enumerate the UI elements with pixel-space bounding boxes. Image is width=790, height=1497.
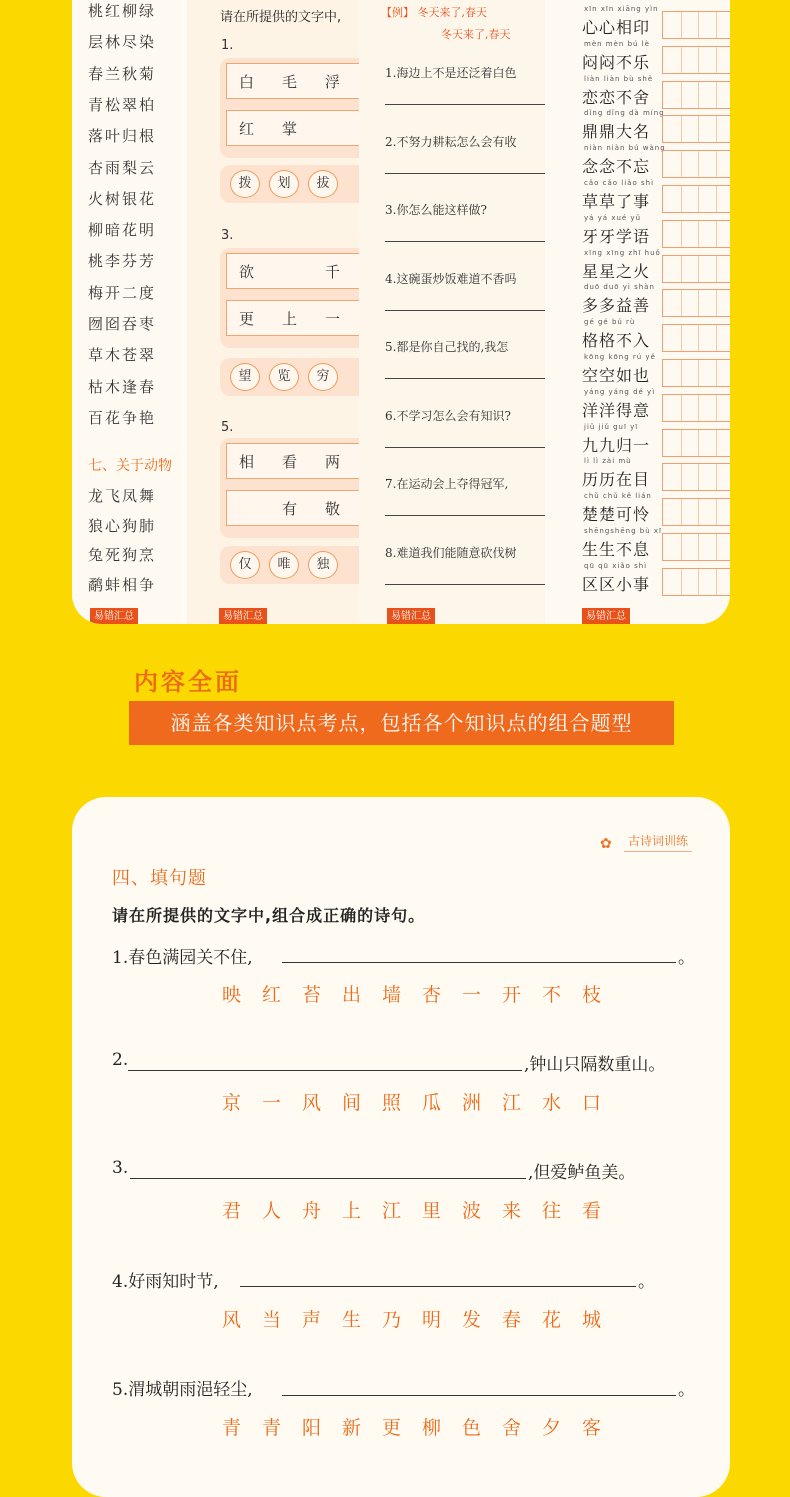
pinyin-text: niàn niàn bú wàng bbox=[584, 144, 666, 153]
sentence-rewrite-page bbox=[359, 0, 545, 624]
puzzle-line: 相 看 两 bbox=[226, 443, 362, 479]
answer-line[interactable] bbox=[385, 104, 545, 105]
choice-character[interactable]: 红 bbox=[262, 984, 282, 1006]
pinyin-idiom-row bbox=[576, 353, 730, 389]
choice-character[interactable]: 苔 bbox=[302, 984, 322, 1006]
answer-blank[interactable] bbox=[282, 1395, 676, 1396]
choice-character[interactable]: 明 bbox=[422, 1309, 442, 1331]
choice-character[interactable]: 一 bbox=[462, 984, 482, 1006]
rewrite-question: 4.这碗蛋炒饭难道不香吗 bbox=[385, 271, 517, 286]
writing-grid[interactable] bbox=[662, 359, 730, 387]
choice-circles bbox=[220, 358, 362, 396]
section-heading: 七、关于动物 bbox=[88, 458, 172, 474]
writing-grid[interactable] bbox=[662, 394, 730, 422]
idiom-entry: 梅开二度 bbox=[88, 283, 157, 302]
choice-circles bbox=[220, 165, 362, 203]
writing-grid[interactable] bbox=[662, 533, 730, 561]
answer-blank[interactable] bbox=[130, 1178, 526, 1179]
page-instruction: 请在所提供的文字中, bbox=[220, 10, 342, 25]
choice-character[interactable]: 口 bbox=[582, 1092, 602, 1114]
choice-character[interactable]: 城 bbox=[582, 1309, 602, 1331]
section-heading: 四、填句题 bbox=[112, 868, 207, 889]
puzzle-box bbox=[220, 58, 362, 158]
choice-character[interactable]: 照 bbox=[382, 1092, 402, 1114]
answer-line[interactable] bbox=[385, 378, 545, 379]
puzzle-box bbox=[220, 248, 362, 348]
idiom-text: 恋恋不舍 bbox=[582, 87, 651, 107]
poem-line-prefix: 1.春色满园关不住, bbox=[112, 948, 253, 968]
pinyin-text: chǔ chǔ kě lián bbox=[584, 492, 652, 501]
idiom-text: 鼎鼎大名 bbox=[582, 122, 651, 142]
idiom-entry: 杏雨梨云 bbox=[88, 158, 157, 177]
pinyin-text: duō duō yì shàn bbox=[584, 283, 655, 292]
rewrite-question: 3.你怎么能这样做? bbox=[385, 203, 487, 217]
idiom-text: 洋洋得意 bbox=[582, 400, 651, 420]
choice-character[interactable]: 春 bbox=[502, 1309, 522, 1331]
pinyin-text: cǎo cǎo liǎo shì bbox=[584, 179, 655, 187]
writing-grid[interactable] bbox=[662, 115, 730, 143]
puzzle-line: 更 上 一 bbox=[226, 300, 362, 336]
pinyin-text: jiǔ jiǔ guī yī bbox=[584, 422, 639, 431]
poem-line-suffix: 。 bbox=[678, 1380, 695, 1400]
choice-character[interactable]: 上 bbox=[342, 1200, 362, 1222]
puzzle-line: 白 毛 浮 bbox=[226, 63, 362, 99]
choice-character[interactable]: 杏 bbox=[422, 984, 442, 1006]
choice-character[interactable]: 来 bbox=[502, 1200, 522, 1222]
choice-circle[interactable]: 穷 bbox=[308, 363, 338, 391]
puzzle-line: 欲 千 bbox=[226, 253, 362, 289]
writing-grid[interactable] bbox=[662, 150, 730, 178]
choice-character[interactable]: 不 bbox=[542, 984, 562, 1006]
idiom-text: 多多益善 bbox=[582, 296, 651, 316]
choice-character[interactable]: 出 bbox=[342, 984, 362, 1006]
writing-grid[interactable] bbox=[662, 46, 730, 74]
choice-circle[interactable]: 唯 bbox=[269, 551, 299, 579]
idiom-text: 念念不忘 bbox=[582, 157, 651, 177]
poem-line-suffix: ,钟山只隔数重山。 bbox=[524, 1055, 666, 1075]
choice-character[interactable]: 舍 bbox=[502, 1417, 522, 1439]
idiom-entry: 火树银花 bbox=[88, 189, 157, 208]
choice-circle[interactable]: 拨 bbox=[230, 170, 260, 198]
writing-grid[interactable] bbox=[662, 185, 730, 213]
choice-circle[interactable]: 独 bbox=[308, 551, 338, 579]
idiom-entry: 鹬蚌相争 bbox=[88, 576, 157, 595]
pinyin-idiom-row bbox=[576, 109, 730, 145]
choice-character[interactable]: 映 bbox=[222, 984, 242, 1006]
pinyin-text: shēngshēng bù xī bbox=[584, 527, 662, 535]
series-logo: 古诗词训练 bbox=[624, 832, 692, 852]
feature-subtitle-banner: 涵盖各类知识点考点，包括各个知识点的组合题型 bbox=[129, 701, 674, 745]
answer-blank[interactable] bbox=[240, 1286, 636, 1287]
pinyin-text: lì lì zài mù bbox=[584, 457, 632, 466]
choice-character[interactable]: 江 bbox=[382, 1200, 402, 1222]
choice-character[interactable]: 里 bbox=[422, 1200, 442, 1222]
idiom-entry: 枯木逢春 bbox=[88, 377, 157, 396]
idiom-entry: 草木苍翠 bbox=[88, 346, 157, 365]
puzzle-box bbox=[220, 438, 362, 538]
idiom-text: 生生不息 bbox=[582, 540, 651, 559]
choice-character[interactable]: 舟 bbox=[302, 1200, 322, 1222]
choice-character[interactable]: 瓜 bbox=[422, 1092, 442, 1114]
choice-circle[interactable]: 拔 bbox=[308, 170, 338, 198]
idiom-entry: 百花争艳 bbox=[88, 408, 157, 427]
poem-line-prefix: 2. bbox=[112, 1050, 129, 1070]
pinyin-text: mèn mèn bú lè bbox=[584, 39, 650, 48]
choice-character[interactable]: 夕 bbox=[542, 1417, 562, 1439]
idiom-entry: 层林尽染 bbox=[88, 33, 157, 52]
idiom-text: 九九归一 bbox=[582, 435, 651, 455]
choice-character[interactable]: 水 bbox=[542, 1092, 562, 1114]
choice-circle[interactable]: 划 bbox=[269, 170, 299, 198]
pinyin-idiom-row bbox=[576, 283, 730, 319]
choice-circle[interactable]: 望 bbox=[230, 363, 260, 391]
idiom-entry: 落叶归根 bbox=[88, 127, 157, 146]
pinyin-idiom-row bbox=[576, 318, 730, 354]
puzzle-line: 红 掌 bbox=[226, 110, 362, 146]
choice-character[interactable]: 发 bbox=[462, 1309, 482, 1331]
choice-character[interactable]: 墙 bbox=[382, 984, 402, 1006]
choice-character[interactable]: 阳 bbox=[302, 1417, 322, 1439]
idiom-list-page bbox=[72, 0, 182, 624]
writing-grid[interactable] bbox=[662, 429, 730, 457]
idiom-text: 历历在目 bbox=[582, 470, 651, 490]
poem-line-suffix: 。 bbox=[638, 1272, 655, 1292]
idiom-text: 心心相印 bbox=[582, 18, 651, 37]
idiom-entry: 春兰秋菊 bbox=[88, 64, 157, 83]
choice-character[interactable]: 生 bbox=[342, 1309, 362, 1331]
idiom-entry: 龙飞凤舞 bbox=[88, 487, 157, 505]
choice-character[interactable]: 江 bbox=[502, 1092, 522, 1114]
pinyin-text: qū qū xiǎo shì bbox=[584, 561, 648, 570]
rewrite-question: 5.都是你自己找的,我怎 bbox=[385, 340, 509, 354]
puzzle-line: 有 敬 bbox=[226, 490, 362, 526]
page-footer-label: 易错汇总 bbox=[219, 608, 267, 624]
writing-grid[interactable] bbox=[662, 324, 730, 352]
choice-character[interactable]: 青 bbox=[262, 1417, 282, 1439]
writing-grid[interactable] bbox=[662, 568, 730, 596]
answer-blank[interactable] bbox=[128, 1070, 522, 1071]
choice-character[interactable]: 风 bbox=[222, 1309, 242, 1331]
choice-character[interactable]: 声 bbox=[302, 1309, 322, 1331]
pinyin-text: yáng yáng dé yì bbox=[584, 387, 656, 396]
example-line: 【例】 冬天来了,春天 bbox=[381, 6, 487, 19]
choice-character[interactable]: 枝 bbox=[582, 984, 602, 1006]
answer-line[interactable] bbox=[385, 241, 545, 242]
choice-character[interactable]: 洲 bbox=[462, 1092, 482, 1114]
writing-grid[interactable] bbox=[662, 255, 730, 283]
choice-character[interactable]: 人 bbox=[262, 1200, 282, 1222]
choice-character[interactable]: 新 bbox=[342, 1417, 362, 1439]
feature-title: 内容全面 bbox=[134, 668, 242, 696]
pinyin-idiom-row bbox=[576, 179, 730, 215]
idiom-entry: 柳暗花明 bbox=[88, 221, 157, 240]
choice-circles bbox=[220, 546, 362, 584]
choice-character[interactable]: 波 bbox=[462, 1200, 482, 1222]
writing-grid[interactable] bbox=[662, 289, 730, 317]
rewrite-question: 8.难道我们能随意砍伐树 bbox=[385, 545, 517, 560]
pinyin-idiom-row bbox=[576, 214, 730, 250]
pinyin-idiom-row bbox=[576, 562, 730, 598]
choice-character[interactable]: 往 bbox=[542, 1200, 562, 1222]
choice-character[interactable]: 看 bbox=[582, 1200, 602, 1222]
poem-line-suffix: 。 bbox=[678, 948, 695, 968]
pinyin-idiom-row bbox=[576, 40, 730, 76]
choice-character[interactable]: 君 bbox=[222, 1200, 242, 1222]
page-footer-label: 易错汇总 bbox=[387, 608, 435, 624]
book-spread-preview bbox=[72, 0, 730, 624]
pinyin-text: liàn liàn bù shě bbox=[584, 74, 654, 83]
poem-line-suffix: ,但爱鲈鱼美。 bbox=[528, 1163, 636, 1183]
rewrite-question: 2.不努力耕耘怎么会有收 bbox=[385, 134, 517, 149]
character-choices bbox=[222, 980, 622, 1007]
pinyin-idiom-page bbox=[546, 0, 730, 624]
idiom-entry: 桃红柳绿 bbox=[88, 2, 157, 20]
character-choices bbox=[222, 1305, 622, 1332]
poem-line-prefix: 3. bbox=[112, 1158, 129, 1178]
writing-grid[interactable] bbox=[662, 498, 730, 526]
pinyin-idiom-row bbox=[576, 5, 730, 41]
question-number: 1. bbox=[221, 38, 234, 53]
pinyin-idiom-row bbox=[576, 457, 730, 493]
character-puzzle-page bbox=[187, 0, 362, 624]
pinyin-idiom-row bbox=[576, 527, 730, 563]
writing-grid[interactable] bbox=[662, 11, 730, 39]
idiom-text: 格格不入 bbox=[582, 331, 651, 351]
choice-character[interactable]: 青 bbox=[222, 1417, 242, 1439]
choice-character[interactable]: 更 bbox=[382, 1417, 402, 1439]
page-footer-label: 易错汇总 bbox=[90, 608, 138, 624]
character-choices bbox=[222, 1413, 622, 1440]
choice-character[interactable]: 一 bbox=[262, 1092, 282, 1114]
idiom-text: 区区小事 bbox=[582, 574, 651, 594]
idiom-entry: 兔死狗烹 bbox=[88, 546, 157, 565]
character-choices bbox=[222, 1088, 622, 1115]
question-number: 3. bbox=[221, 228, 234, 243]
choice-circle[interactable]: 览 bbox=[269, 363, 299, 391]
choice-character[interactable]: 京 bbox=[222, 1092, 242, 1114]
choice-character[interactable]: 花 bbox=[542, 1309, 562, 1331]
answer-blank[interactable] bbox=[282, 962, 676, 963]
pinyin-idiom-row bbox=[576, 423, 730, 459]
choice-character[interactable]: 客 bbox=[582, 1417, 602, 1439]
writing-grid[interactable] bbox=[662, 220, 730, 248]
idiom-text: 楚楚可怜 bbox=[582, 505, 651, 525]
pinyin-idiom-row bbox=[576, 492, 730, 528]
answer-line[interactable] bbox=[385, 173, 545, 174]
answer-line[interactable] bbox=[385, 447, 545, 448]
pinyin-idiom-row bbox=[576, 144, 730, 180]
pinyin-idiom-row bbox=[576, 75, 730, 111]
pinyin-text: kōng kōng rú yě bbox=[584, 353, 656, 361]
flower-sprig-icon: ✿ bbox=[600, 836, 612, 852]
choice-circle[interactable]: 仅 bbox=[230, 551, 260, 579]
choice-character[interactable]: 开 bbox=[502, 984, 522, 1006]
writing-grid[interactable] bbox=[662, 463, 730, 491]
idiom-entry: 狼心狗肺 bbox=[88, 516, 157, 535]
rewrite-question: 6.不学习怎么会有知识? bbox=[385, 408, 511, 423]
idiom-text: 空空如也 bbox=[582, 366, 651, 385]
answer-line[interactable] bbox=[385, 584, 545, 585]
choice-character[interactable]: 柳 bbox=[422, 1417, 442, 1439]
pinyin-text: gé gé bú rù bbox=[584, 318, 636, 327]
pinyin-text: yá yá xué yǔ bbox=[584, 213, 642, 222]
question-number: 5. bbox=[221, 420, 234, 435]
poem-line-prefix: 5.渭城朝雨浥轻尘, bbox=[112, 1380, 253, 1400]
answer-line[interactable] bbox=[385, 310, 545, 311]
page-footer-label: 易错汇总 bbox=[582, 608, 630, 624]
pinyin-text: xīn xīn xiāng yìn bbox=[584, 5, 659, 13]
choice-character[interactable]: 风 bbox=[302, 1092, 322, 1114]
pinyin-text: xīng xīng zhī huǒ bbox=[584, 248, 661, 257]
rewrite-question: 1.海边上不是还泛着白色 bbox=[385, 66, 517, 80]
writing-grid[interactable] bbox=[662, 81, 730, 109]
idiom-text: 星星之火 bbox=[582, 261, 651, 281]
example-line: 冬天来了,春天 bbox=[441, 28, 511, 41]
idiom-text: 草草了事 bbox=[582, 192, 651, 211]
rewrite-question: 7.在运动会上夺得冠军, bbox=[385, 477, 509, 491]
choice-character[interactable]: 间 bbox=[342, 1092, 362, 1114]
character-choices bbox=[222, 1196, 622, 1223]
choice-character[interactable]: 当 bbox=[262, 1309, 282, 1331]
poem-line-prefix: 4.好雨知时节, bbox=[112, 1272, 219, 1292]
idiom-entry: 囫囵吞枣 bbox=[88, 315, 157, 333]
section-instruction: 请在所提供的文字中,组合成正确的诗句。 bbox=[112, 906, 426, 925]
answer-line[interactable] bbox=[385, 515, 545, 516]
pinyin-text: dǐng dǐng dà míng bbox=[584, 109, 665, 118]
idiom-text: 闷闷不乐 bbox=[582, 52, 651, 72]
idiom-text: 牙牙学语 bbox=[582, 226, 651, 246]
idiom-entry: 青松翠柏 bbox=[88, 95, 157, 114]
pinyin-idiom-row bbox=[576, 249, 730, 285]
choice-character[interactable]: 色 bbox=[462, 1417, 482, 1439]
idiom-entry: 桃李芬芳 bbox=[88, 252, 157, 271]
choice-character[interactable]: 乃 bbox=[382, 1309, 402, 1331]
pinyin-idiom-row bbox=[576, 388, 730, 424]
